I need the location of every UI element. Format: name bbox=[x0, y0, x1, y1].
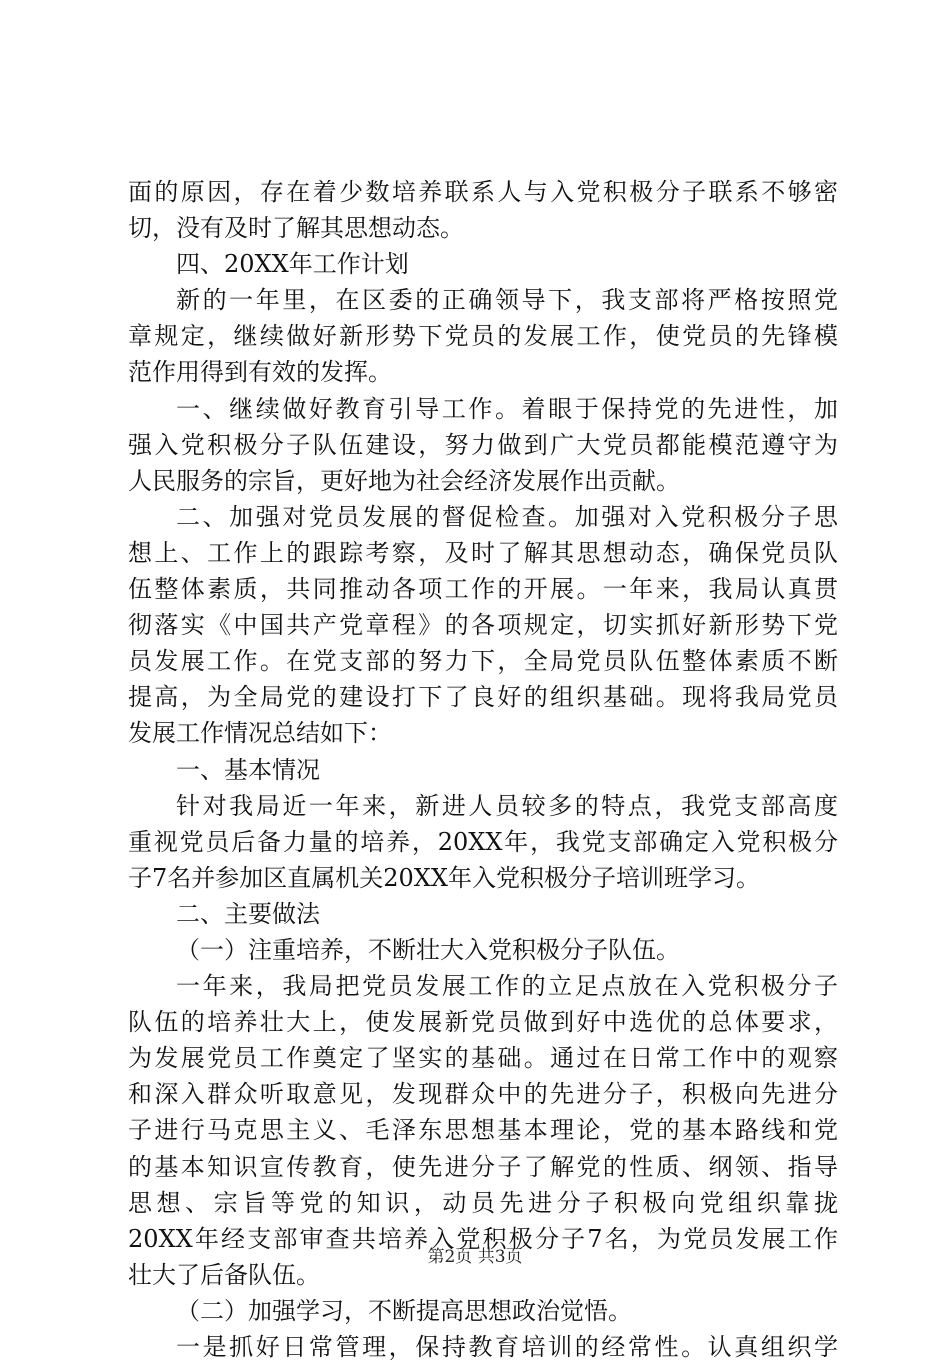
text-line: 一是抓好日常管理，保持教育培训的经常性。认真组织学 bbox=[176, 1333, 838, 1361]
text-line: 子7名并参加区直属机关20XX年入党积极分子培训班学习。 bbox=[128, 863, 760, 892]
text-line: 四、20XX年工作计划 bbox=[176, 250, 409, 279]
text-line: 一、继续做好教育引导工作。着眼于保持党的先进性，加 bbox=[176, 394, 838, 423]
text-line: 一年来，我局把党员发展工作的立足点放在入党积极分子 bbox=[176, 972, 838, 1001]
text-line: 人民服务的宗旨，更好地为社会经济发展作出贡献。 bbox=[128, 466, 680, 495]
text-line: 伍整体素质，共同推动各项工作的开展。一年来，我局认真贯 bbox=[128, 575, 838, 604]
text-line: 思想、宗旨等党的知识，动员先进分子积极向党组织靠拢 bbox=[128, 1188, 838, 1217]
text-line: 20XX年经支部审查共培养入党积极分子7名，为党员发展工作 bbox=[128, 1224, 838, 1253]
text-line: 二、加强对党员发展的督促检查。加强对入党积极分子思 bbox=[176, 502, 838, 531]
text-line: 壮大了后备队伍。 bbox=[128, 1260, 320, 1289]
text-line: 强入党积极分子队伍建设，努力做到广大党员都能模范遵守为 bbox=[128, 430, 838, 459]
text-line: 二、主要做法 bbox=[176, 899, 320, 928]
text-line: 员发展工作。在党支部的努力下，全局党员队伍整体素质不断 bbox=[128, 647, 838, 676]
text-line: 切，没有及时了解其思想动态。 bbox=[128, 214, 464, 243]
text-line: 为发展党员工作奠定了坚实的基础。通过在日常工作中的观察 bbox=[128, 1044, 838, 1073]
text-line: 子进行马克思主义、毛泽东思想基本理论，党的基本路线和党 bbox=[128, 1116, 838, 1145]
text-line: 的基本知识宣传教育，使先进分子了解党的性质、纲领、指导 bbox=[128, 1152, 838, 1181]
text-line: 新的一年里，在区委的正确领导下，我支部将严格按照党 bbox=[176, 286, 838, 315]
text-line: 针对我局近一年来，新进人员较多的特点，我党支部高度 bbox=[176, 791, 838, 820]
text-line: 一、基本情况 bbox=[176, 755, 320, 784]
text-line: 面的原因，存在着少数培养联系人与入党积极分子联系不够密 bbox=[128, 178, 838, 206]
text-line: 和深入群众听取意见，发现群众中的先进分子，积极向先进分 bbox=[128, 1080, 838, 1109]
text-line: 发展工作情况总结如下： bbox=[128, 719, 392, 748]
text-line: 彻落实《中国共产党章程》的各项规定，切实抓好新形势下党 bbox=[128, 611, 838, 640]
text-line: 章规定，继续做好新形势下党员的发展工作，使党员的先锋模 bbox=[128, 322, 838, 351]
text-line: 重视党员后备力量的培养，20XX年，我党支部确定入党积极分 bbox=[128, 827, 838, 856]
text-line: 提高，为全局党的建设打下了良好的组织基础。现将我局党员 bbox=[128, 683, 838, 712]
text-line: 范作用得到有效的发挥。 bbox=[128, 358, 392, 387]
text-line: （二）加强学习，不断提高思想政治觉悟。 bbox=[176, 1296, 632, 1325]
document-body bbox=[128, 174, 838, 1365]
text-line: （一）注重培养，不断壮大入党积极分子队伍。 bbox=[176, 935, 680, 964]
text-line: 想上、工作上的跟踪考察，及时了解其思想动态，确保党员队 bbox=[128, 538, 838, 567]
page-footer: 第2页 共3页 bbox=[427, 1247, 523, 1267]
text-line: 队伍的培养壮大上，使发展新党员做到好中选优的总体要求， bbox=[128, 1008, 838, 1037]
